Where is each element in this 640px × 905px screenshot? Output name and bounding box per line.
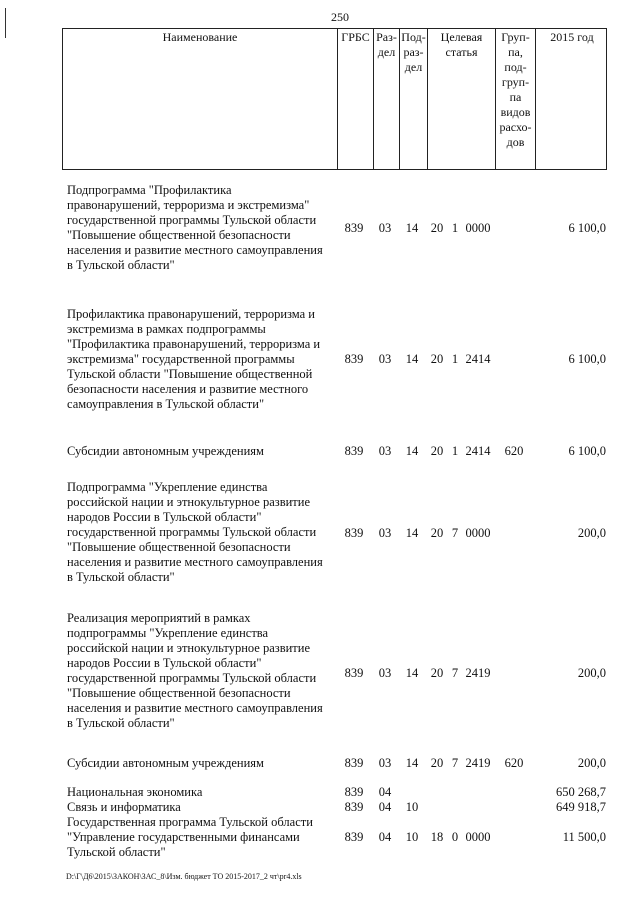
header-podrazdel: Под- раз- дел	[399, 29, 427, 169]
row-razdel: 03	[378, 444, 392, 458]
row-cs1: 20	[430, 444, 444, 458]
row-grbs: 839	[344, 785, 364, 799]
row-name: Государственная программа Тульской области "Управление государственными финансами Тульской области"	[67, 815, 313, 859]
row-name: Подпрограмма "Укрепление единства российской нации и этнокультурное развитие народов России в Тульской области" государственной программы Тульской области "Повышение общественной безопасности населения и развитие местного самоуправления в Тульской области"	[67, 480, 323, 584]
row-podrazdel: 14	[405, 666, 419, 680]
row-cs3: 2414	[465, 444, 491, 458]
row-grbs: 839	[344, 526, 364, 540]
row-cs2: 0	[451, 830, 459, 844]
row-grbs: 839	[344, 830, 364, 844]
row-podrazdel: 10	[405, 800, 419, 814]
row-cs2: 7	[451, 526, 459, 540]
row-cs3: 0000	[465, 830, 491, 844]
header-vid: Груп- па, под- груп- па видов расхо- дов	[495, 29, 535, 169]
header-year: 2015 год	[535, 29, 608, 169]
row-grbs: 839	[344, 756, 364, 770]
row-cs1: 18	[430, 830, 444, 844]
row-name: Национальная экономика	[67, 785, 203, 799]
row-razdel: 03	[378, 352, 392, 366]
row-cs3: 2419	[465, 666, 491, 680]
header-grbs: ГРБС	[337, 29, 373, 169]
row-grbs: 839	[344, 444, 364, 458]
row-cs3: 2419	[465, 756, 491, 770]
table-header	[62, 28, 607, 170]
row-grbs: 839	[344, 666, 364, 680]
row-name: Реализация мероприятий в рамках подпрограммы "Укрепление единства российской нации и этнокультурное развитие народов России в Тульской области" государственной программы Тульской области "Повышение общественной безопасности населения и развитие местного самоуправления в Тульской области"	[67, 611, 323, 730]
row-cs1: 20	[430, 352, 444, 366]
row-grbs: 839	[344, 800, 364, 814]
row-razdel: 03	[378, 526, 392, 540]
row-podrazdel: 10	[405, 830, 419, 844]
row-cs1: 20	[430, 666, 444, 680]
row-cs1: 20	[430, 221, 444, 235]
row-podrazdel: 14	[405, 221, 419, 235]
row-cs3: 0000	[465, 526, 491, 540]
row-razdel: 04	[378, 785, 392, 799]
row-cs1: 20	[430, 526, 444, 540]
row-cs2: 7	[451, 666, 459, 680]
header-name: Наименование	[162, 30, 238, 44]
row-cs2: 1	[451, 352, 459, 366]
row-name: Субсидии автономным учреждениям	[67, 756, 264, 770]
row-razdel: 03	[378, 221, 392, 235]
row-cs2: 7	[451, 756, 459, 770]
row-cs2: 1	[451, 221, 459, 235]
row-razdel: 04	[378, 830, 392, 844]
row-razdel: 03	[378, 666, 392, 680]
page-number: 250	[331, 10, 349, 24]
row-name: Субсидии автономным учреждениям	[67, 444, 264, 458]
row-cs1: 20	[430, 756, 444, 770]
header-celevaya: Целевая статья	[427, 29, 495, 169]
header-razdel: Раз- дел	[373, 29, 399, 169]
file-path-footer: D:\Г\Д6\2015\ЗАКОН\ЗАС_8\Изм. бюджет ТО 2015-2017_2 чт\pr4.xls	[66, 872, 302, 881]
row-podrazdel: 14	[405, 444, 419, 458]
row-sum: 649 918,7	[556, 800, 606, 814]
row-sum: 200,0	[577, 526, 606, 540]
row-sum: 6 100,0	[568, 444, 606, 458]
row-podrazdel: 14	[405, 352, 419, 366]
row-podrazdel: 14	[405, 526, 419, 540]
row-vid: 620	[504, 444, 524, 458]
row-podrazdel: 14	[405, 756, 419, 770]
row-grbs: 839	[344, 352, 364, 366]
row-grbs: 839	[344, 221, 364, 235]
row-cs2: 1	[451, 444, 459, 458]
row-razdel: 04	[378, 800, 392, 814]
row-cs3: 0000	[465, 221, 491, 235]
row-sum: 200,0	[577, 666, 606, 680]
row-sum: 650 268,7	[556, 785, 606, 799]
row-sum: 6 100,0	[568, 221, 606, 235]
row-name: Связь и информатика	[67, 800, 181, 814]
row-sum: 200,0	[577, 756, 606, 770]
row-name: Профилактика правонарушений, терроризма и экстремизма в рамках подпрограммы "Профилактика правонарушений, терроризма и экстремизма" государственной программы Тульской области "Повышение общественной безопасности населения и развитие местного самоуправления в Тульской области"	[67, 307, 321, 411]
row-vid: 620	[504, 756, 524, 770]
row-sum: 11 500,0	[562, 830, 606, 844]
margin-line	[5, 8, 6, 38]
row-name: Подпрограмма "Профилактика правонарушений, терроризма и экстремизма" государственной программы Тульской области "Повышение общественной безопасности населения и развитие местного самоуправления в Тульской области"	[67, 183, 323, 272]
row-cs3: 2414	[465, 352, 491, 366]
row-razdel: 03	[378, 756, 392, 770]
row-sum: 6 100,0	[568, 352, 606, 366]
